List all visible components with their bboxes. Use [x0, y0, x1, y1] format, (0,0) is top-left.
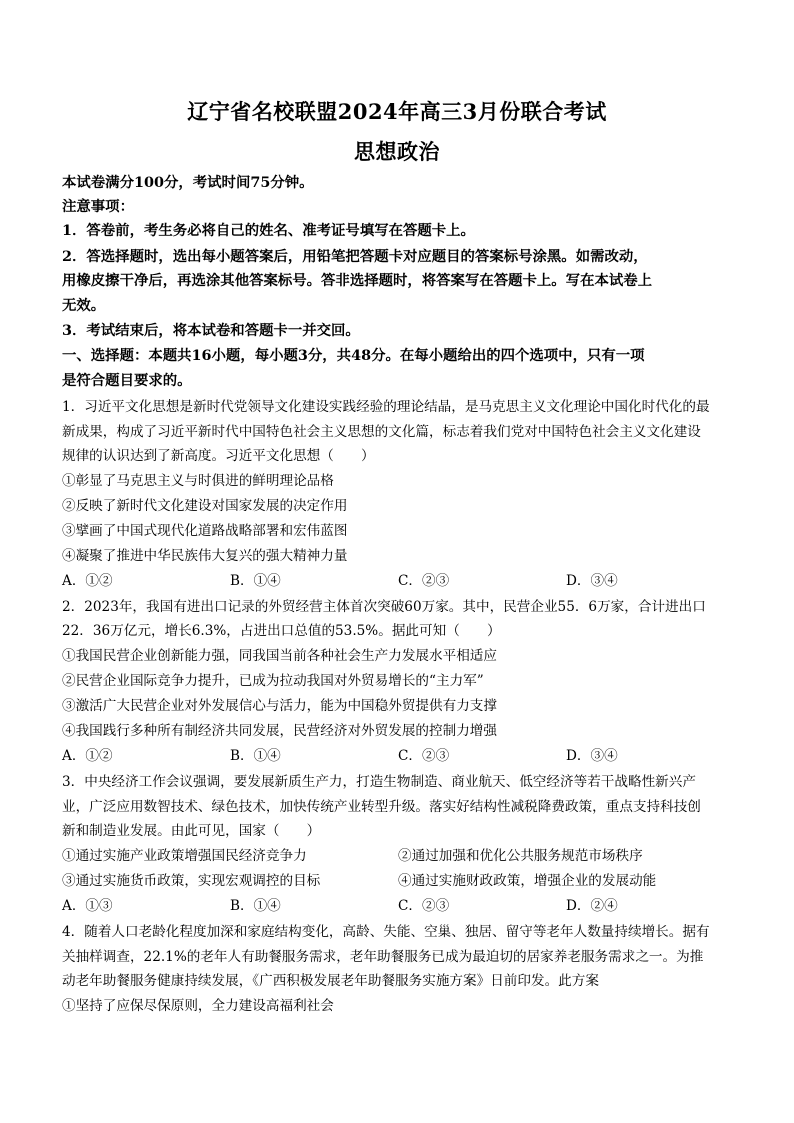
q3-statement-1: ①通过实施产业政策增强国民经济竞争力: [62, 848, 307, 864]
q1-option-a[interactable]: A．①②: [62, 573, 113, 589]
q4-stem-line-1: 4．随着人口老龄化程度加深和家庭结构变化，高龄、失能、空巢、独居、留守等老年人数量持续增长。据有: [62, 924, 710, 940]
q3-statement-4: ④通过实施财政政策，增强企业的发展动能: [398, 873, 657, 889]
q3-statement-2: ②通过加强和优化公共服务规范市场秩序: [398, 848, 643, 864]
q3-option-a[interactable]: A．①③: [62, 898, 113, 914]
q1-stem-line-1: 1．习近平文化思想是新时代党领导文化建设实践经验的理论结晶，是马克思主义文化理论中国化时代化的最: [62, 399, 710, 415]
q1-option-c[interactable]: C．②③: [398, 573, 450, 589]
exam-title: 辽宁省名校联盟2024年高三3月份联合考试: [187, 99, 607, 124]
q3-statement-3: ③通过实施货币政策，实现宏观调控的目标: [62, 873, 321, 889]
q2-stem-line-1: 2．2023年，我国有进出口记录的外贸经营主体首次突破60万家。其中，民营企业55．6万家，合计进出口: [62, 599, 706, 615]
notice-item-2-line-1: 2．答选择题时，选出每小题答案后，用铅笔把答题卡对应题目的答案标号涂黑。如需改动，: [62, 248, 648, 265]
notice-heading: 注意事项：: [62, 198, 134, 215]
notice-item-2-line-3: 无效。: [62, 297, 106, 314]
q1-statement-1: ①彰显了马克思主义与时俱进的鲜明理论品格: [62, 473, 334, 489]
q1-stem-line-2: 新成果，构成了习近平新时代中国特色社会主义思想的文化篇，标志着我们党对中国特色社会主义文化建设: [62, 424, 701, 440]
q3-option-b[interactable]: B．①④: [230, 898, 281, 914]
q1-option-b[interactable]: B．①④: [230, 573, 281, 589]
q3-stem-line-3: 新和制造业发展。由此可见，国家（ ）: [62, 823, 321, 839]
q2-statement-4: ④我国践行多种所有制经济共同发展，民营经济对外贸发展的控制力增强: [62, 723, 497, 739]
q3-option-d[interactable]: D．②④: [566, 898, 618, 914]
notice-item-2-line-2: 用橡皮擦干净后，再选涂其他答案标号。答非选择题时，将答案写在答题卡上。写在本试卷上: [62, 272, 653, 289]
q3-stem-line-1: 3．中央经济工作会议强调，要发展新质生产力，打造生物制造、商业航天、低空经济等若干战略性新兴产: [62, 774, 696, 790]
exam-subject: 思想政治: [354, 139, 440, 164]
notice-item-3: 3．考试结束后，将本试卷和答题卡一并交回。: [62, 322, 360, 339]
q2-statement-3: ③激活广大民营企业对外发展信心与活力，能为中国稳外贸提供有力支撑: [62, 698, 497, 714]
q2-statement-2: ②民营企业国际竞争力提升，已成为拉动我国对外贸易增长的“主力军”: [62, 673, 484, 689]
q4-stem-line-3: 动老年助餐服务健康持续发展，《广西积极发展老年助餐服务实施方案》日前印发。此方案: [62, 973, 599, 989]
q2-stem-line-2: 22．36万亿元，增长6.3%，占进出口总值的53.5%。据此可知（ ）: [62, 623, 501, 639]
q1-option-d[interactable]: D．③④: [566, 573, 618, 589]
section-heading-line-2: 是符合题目要求的。: [62, 372, 192, 389]
section-heading-line-1: 一、选择题：本题共16小题，每小题3分，共48分。在每小题给出的四个选项中，只有一项: [62, 347, 645, 364]
q2-option-c[interactable]: C．②③: [398, 748, 450, 764]
q1-statement-3: ③擘画了中国式现代化道路战略部署和宏伟蓝图: [62, 523, 348, 539]
q4-statement-1: ①坚持了应保尽保原则，全力建设高福利社会: [62, 998, 334, 1014]
exam-intro: 本试卷满分100分，考试时间75分钟。: [62, 174, 314, 191]
notice-item-1: 1．答卷前，考生务必将自己的姓名、准考证号填写在答题卡上。: [62, 222, 475, 239]
q1-statement-4: ④凝聚了推进中华民族伟大复兴的强大精神力量: [62, 548, 348, 564]
q2-option-b[interactable]: B．①④: [230, 748, 281, 764]
q2-option-a[interactable]: A．①②: [62, 748, 113, 764]
q2-statement-1: ①我国民营企业创新能力强，同我国当前各种社会生产力发展水平相适应: [62, 648, 497, 664]
q3-option-c[interactable]: C．②③: [398, 898, 450, 914]
q2-option-d[interactable]: D．③④: [566, 748, 618, 764]
q3-stem-line-2: 业，广泛应用数智技术、绿色技术，加快传统产业转型升级。落实好结构性减税降费政策，重点支持科技创: [62, 799, 701, 815]
q4-stem-line-2: 关抽样调查，22.1%的老年人有助餐服务需求，老年助餐服务已成为最迫切的居家养老服务需求之一。为推: [62, 949, 704, 965]
q1-statement-2: ②反映了新时代文化建设对国家发展的决定作用: [62, 498, 348, 514]
q1-stem-line-3: 规律的认识达到了新高度。习近平文化思想（ ）: [62, 448, 375, 464]
